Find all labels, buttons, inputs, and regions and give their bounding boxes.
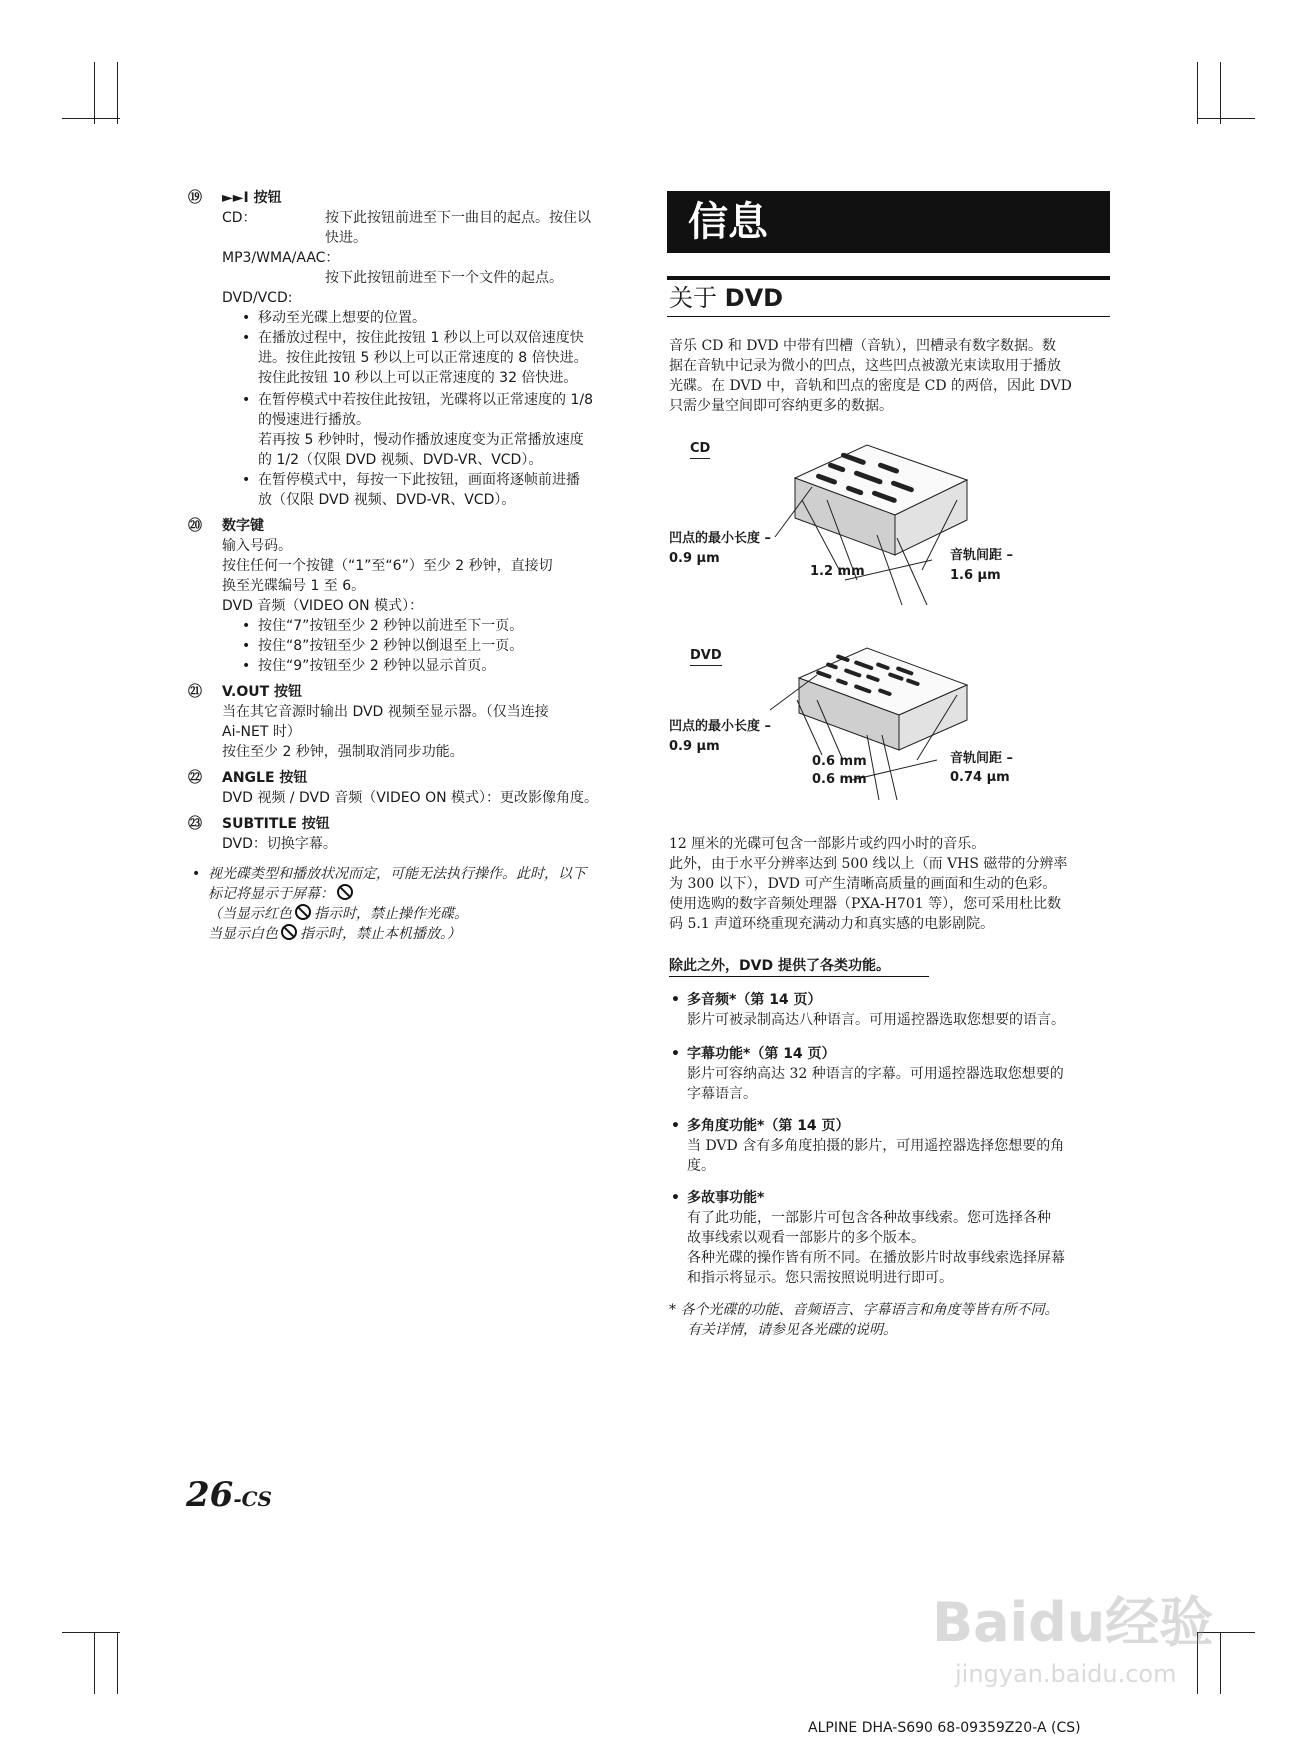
item-21-text: 按住至少 2 秒钟，强制取消同步功能。 — [222, 744, 464, 760]
list-item: • 按住“9”按钮至少 2 秒钟以显示首页。 — [258, 656, 495, 676]
list-item-cont: 按住此按钮 10 秒以上可以正常速度的 32 倍快进。 — [258, 370, 578, 386]
intro-text: 音乐 CD 和 DVD 中带有凹槽（音轨），凹槽录有数字数据。数 — [669, 338, 1057, 354]
cd-track-pitch-value: 1.6 µm — [950, 568, 1001, 583]
cd-diagram — [667, 440, 1110, 615]
list-item: • 按住“8”按钮至少 2 秒钟以倒退至上一页。 — [258, 636, 523, 656]
note-text-part: 当显示白色 — [208, 926, 278, 942]
dvd-diagram-label: DVD — [690, 647, 722, 666]
list-item: • 移动至光碟上想要的位置。 — [258, 308, 426, 328]
item-19-title: ►►I 按钮 — [222, 190, 282, 206]
crop-mark — [1220, 62, 1221, 124]
item-20-number: ⑳ — [188, 518, 202, 534]
footer-model-code: ALPINE DHA-S690 68-09359Z20-A (CS) — [808, 1720, 1081, 1736]
dvd-width-label: 0.6 mm — [812, 754, 867, 769]
list-item: • 在暂停模式中若按住此按钮，光碟将以正常速度的 1/8 — [258, 390, 593, 410]
note-text-part: 指示时，禁止本机播放。） — [300, 926, 461, 942]
item-20-title: 数字键 — [222, 518, 264, 534]
feature-text: 度。 — [687, 1158, 715, 1174]
note-text-part: 标记将显示于屏幕： — [208, 886, 334, 902]
list-item: • 按住“7”按钮至少 2 秒钟以前进至下一页。 — [258, 616, 523, 636]
crop-mark — [94, 1632, 95, 1694]
features-heading: 除此之外，DVD 提供了各类功能。 — [669, 958, 890, 974]
subsection-title-en: DVD — [724, 284, 784, 312]
feature-text: 有了此功能，一部影片可包含各种故事线索。您可选择各种 — [687, 1210, 1051, 1226]
cd-track-pitch-label: 音轨间距 – — [950, 548, 1014, 563]
note-text: • 视光碟类型和播放状况而定，可能无法执行操作。此时，以下 — [208, 864, 586, 884]
crop-mark — [1197, 62, 1198, 124]
feature-text: 和指示将显示。您只需按照说明进行即可。 — [687, 1270, 953, 1286]
footnote: 有关详情，请参见各光碟的说明。 — [687, 1322, 897, 1338]
cd-pit-length-value: 0.9 µm — [669, 551, 720, 566]
crop-mark — [1220, 1632, 1221, 1694]
prohibited-icon — [295, 904, 311, 920]
item-19-cd-text: 按下此按钮前进至下一曲目的起点。按住以 — [325, 210, 591, 226]
feature-title: • 多角度功能*（第 14 页） — [687, 1116, 850, 1136]
watermark-logo: Baidu经验 — [932, 1591, 1214, 1654]
list-item-cont: 放（仅限 DVD 视频、DVD-VR、VCD）。 — [258, 492, 516, 508]
cd-width-label: 1.2 mm — [810, 564, 865, 579]
item-20-text: 换至光碟编号 1 至 6。 — [222, 578, 366, 594]
item-23-title: SUBTITLE 按钮 — [222, 816, 330, 832]
dvd-pit-length-label: 凹点的最小长度 – — [669, 719, 772, 734]
body-text: 码 5.1 声道环绕重现充满动力和真实感的电影剧院。 — [669, 916, 995, 932]
feature-text: 故事线索以观看一部影片的多个版本。 — [687, 1230, 925, 1246]
item-19-cd-text: 快进。 — [325, 230, 367, 246]
item-21-title: V.OUT 按钮 — [222, 684, 303, 700]
list-item: • 在播放过程中，按住此按钮 1 秒以上可以双倍速度快 — [258, 328, 584, 348]
item-21-text: Ai-NET 时） — [222, 724, 301, 740]
feature-title: • 字幕功能*（第 14 页） — [687, 1044, 836, 1064]
item-20-text: 按住任何一个按键（“1”至“6”）至少 2 秒钟，直接切 — [222, 558, 553, 574]
crop-mark — [1197, 118, 1255, 119]
crop-mark — [117, 1632, 118, 1694]
page-number-suffix: -CS — [233, 1487, 272, 1511]
item-22-title: ANGLE 按钮 — [222, 770, 308, 786]
feature-text: 字幕语言。 — [687, 1086, 757, 1102]
feature-title: • 多故事功能* — [687, 1188, 764, 1208]
item-21-text: 当在其它音源时输出 DVD 视频至显示器。（仅当连接 — [222, 704, 549, 720]
crop-mark — [117, 62, 118, 124]
watermark-url: jingyan.baidu.com — [955, 1660, 1177, 1688]
body-text: 12 厘米的光碟可包含一部影片或约四小时的音乐。 — [669, 836, 986, 852]
item-20-text: 输入号码。 — [222, 538, 292, 554]
cd-pit-length-label: 凹点的最小长度 – — [669, 531, 772, 546]
page-number — [186, 1475, 272, 1519]
feature-title: • 多音频*（第 14 页） — [687, 990, 822, 1010]
intro-text: 只需少量空间即可容纳更多的数据。 — [669, 398, 893, 414]
note-text — [208, 924, 461, 944]
note-text — [208, 904, 468, 924]
subsection-title-cn: 关于 — [669, 284, 717, 312]
note-text-part: 指示时，禁止操作光碟。 — [314, 906, 468, 922]
item-19-mp3-label: MP3/WMA/AAC： — [222, 250, 340, 266]
list-item-cont: 的 1/2（仅限 DVD 视频、DVD-VR、VCD）。 — [258, 452, 543, 468]
item-19-number: ⑲ — [188, 190, 202, 206]
list-item-cont: 进。按住此按钮 5 秒以上可以正常速度的 8 倍快进。 — [258, 350, 588, 366]
prohibited-icon — [281, 924, 297, 940]
note-text-part: （当显示红色 — [208, 906, 292, 922]
crop-mark — [62, 118, 120, 119]
cd-diagram-label: CD — [690, 440, 710, 459]
prohibited-icon — [337, 884, 353, 900]
feature-text: 各种光碟的操作皆有所不同。在播放影片时故事线索选择屏幕 — [687, 1250, 1065, 1266]
body-text: 使用选购的数字音频处理器（PXA-H701 等），您可采用杜比数 — [669, 896, 1062, 912]
feature-text: 当 DVD 含有多角度拍摄的影片，可用遥控器选择您想要的角 — [687, 1138, 1065, 1154]
page-number-value: 26 — [186, 1475, 234, 1515]
dvd-pit-length-value: 0.9 µm — [669, 739, 720, 754]
dvd-track-pitch-label: 音轨间距 – — [950, 751, 1014, 766]
footnote: * 各个光碟的功能、音频语言、字幕语言和角度等皆有所不同。 — [669, 1302, 1059, 1318]
item-23-text: DVD：切换字幕。 — [222, 836, 337, 852]
subsection-rule — [667, 316, 1110, 317]
item-22-text: DVD 视频 / DVD 音频（VIDEO ON 模式）：更改影像角度。 — [222, 790, 599, 806]
intro-text: 据在音轨中记录为微小的凹点，这些凹点被激光束读取用于播放 — [669, 358, 1061, 374]
item-21-number: ㉑ — [188, 684, 202, 700]
item-19-dvd-label: DVD/VCD: — [222, 290, 293, 306]
feature-text: 影片可被录制高达八种语言。可用遥控器选取您想要的语言。 — [687, 1012, 1065, 1028]
crop-mark — [94, 62, 95, 124]
list-item-cont: 若再按 5 秒钟时，慢动作播放速度变为正常播放速度 — [258, 432, 584, 448]
dvd-track-pitch-value: 0.74 µm — [950, 770, 1010, 785]
item-20-text: DVD 音频（VIDEO ON 模式）： — [222, 598, 424, 614]
subsection-rule — [667, 276, 1110, 280]
item-23-number: ㉓ — [188, 816, 202, 832]
item-22-number: ㉒ — [188, 770, 202, 786]
subsection-title — [669, 282, 783, 314]
list-item-cont: 的慢速进行播放。 — [258, 412, 370, 428]
item-19-cd-label: CD： — [222, 210, 257, 226]
feature-text: 影片可容纳高达 32 种语言的字幕。可用遥控器选取您想要的 — [687, 1066, 1064, 1082]
crop-mark — [62, 1632, 120, 1633]
body-text: 此外，由于水平分辨率达到 500 线以上（而 VHS 磁带的分辨率 — [669, 856, 1068, 872]
body-text: 为 300 以下），DVD 可产生清晰高质量的画面和生动的色彩。 — [669, 876, 1057, 892]
list-item: • 在暂停模式中，每按一下此按钮，画面将逐帧前进播 — [258, 470, 580, 490]
item-19-mp3-text: 按下此按钮前进至下一个文件的起点。 — [325, 270, 563, 286]
intro-text: 光碟。在 DVD 中，音轨和凹点的密度是 CD 的两倍，因此 DVD — [669, 378, 1072, 394]
dvd-width-label: 0.6 mm — [812, 772, 867, 787]
features-heading-underline — [669, 976, 929, 977]
section-title: 信息 — [688, 199, 768, 245]
note-text — [208, 884, 356, 904]
